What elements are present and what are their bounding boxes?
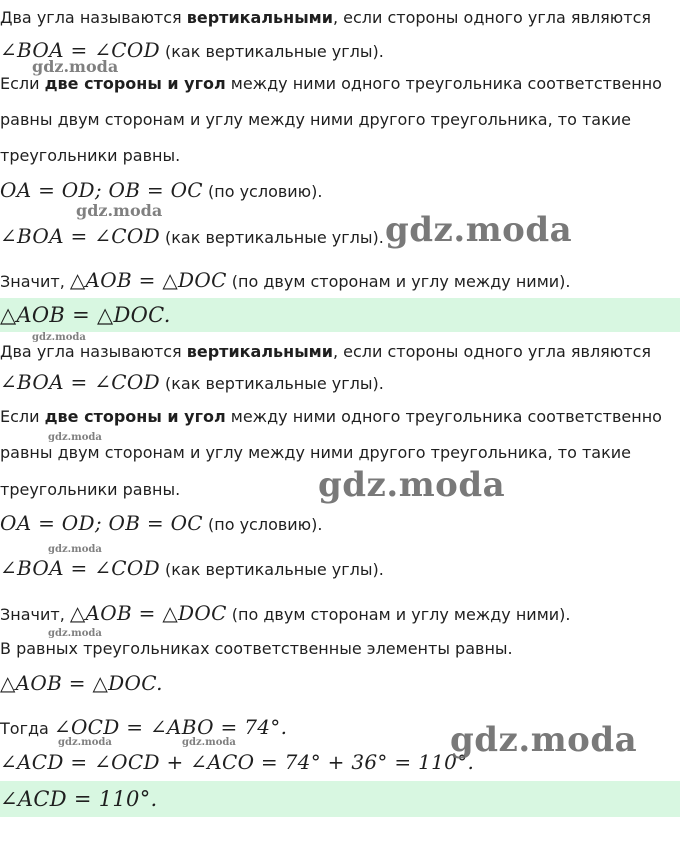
rule-line-2	[0, 110, 631, 130]
restate-line	[0, 673, 163, 695]
then-line	[0, 717, 287, 739]
rule-line-1	[0, 74, 662, 94]
conclusion-prefix: Значит,	[0, 272, 70, 291]
rule-text: Если	[0, 407, 45, 426]
definition-text-end: , если стороны одного угла являются	[332, 342, 652, 361]
side-equality: OA = OD; OB = OC	[0, 511, 203, 535]
equation-note: (по условию).	[202, 515, 323, 534]
definition-vertical-line	[0, 8, 651, 28]
elements-line	[0, 639, 513, 659]
equation-note: (как вертикальные углы).	[159, 228, 384, 247]
angle-equality: ∠OCD = ∠ABO = 74°.	[53, 715, 288, 739]
conclusion-prefix: Значит,	[0, 605, 70, 624]
sum-line	[0, 752, 474, 774]
watermark: gdz.moda	[58, 737, 112, 748]
equation-line	[0, 513, 322, 535]
definition-text-end: , если стороны одного угла являются	[332, 8, 652, 27]
rule-term: две стороны и угол	[44, 74, 226, 93]
answer-math: △AOB = △DOC.	[0, 303, 171, 327]
angle-equality: ∠BOA = ∠COD	[0, 370, 160, 394]
angle-sum: ∠ACD = ∠OCD + ∠ACO = 74° + 36° = 110°.	[0, 750, 475, 774]
watermark: gdz.moda	[48, 544, 102, 555]
rule-line-3	[0, 146, 180, 166]
watermark: gdz.moda	[76, 201, 163, 220]
answer-line	[0, 789, 157, 811]
equation-note: (как вертикальные углы).	[159, 42, 384, 61]
watermark: gdz.moda	[182, 737, 236, 748]
then-prefix: Тогда	[0, 719, 54, 738]
triangle-equality: △AOB = △DOC	[69, 601, 227, 625]
equation-line	[0, 226, 384, 248]
watermark: gdz.moda	[318, 465, 506, 505]
rule-text: равны двум сторонам и углу между ними другого треугольника, то такие	[0, 110, 631, 129]
definition-text: Два угла называются	[0, 8, 187, 27]
watermark: gdz.moda	[32, 332, 86, 343]
rule-text: равны двум сторонам и углу между ними другого треугольника, то такие	[0, 443, 631, 462]
answer-math: ∠ACD = 110°.	[0, 787, 158, 811]
rule-line-3	[0, 480, 180, 500]
equation-note: (по условию).	[202, 182, 323, 201]
triangle-equality: △AOB = △DOC.	[0, 671, 163, 695]
equation-line	[0, 558, 384, 580]
rule-term: две стороны и угол	[44, 407, 226, 426]
equation-note: (как вертикальные углы).	[159, 374, 384, 393]
rule-text-end: между ними одного треугольника соответственно	[225, 407, 662, 426]
watermark: gdz.moda	[450, 720, 638, 760]
triangle-equality: △AOB = △DOC	[69, 268, 227, 292]
angle-equality: ∠BOA = ∠COD	[0, 38, 160, 62]
equation-line	[0, 372, 384, 394]
equation-note: (как вертикальные углы).	[159, 560, 384, 579]
definition-term: вертикальными	[186, 8, 333, 27]
rule-line-2	[0, 443, 631, 463]
answer-line	[0, 305, 171, 327]
rule-line-1	[0, 407, 662, 427]
rule-text: треугольники равны.	[0, 146, 181, 165]
definition-text: Два угла называются	[0, 342, 187, 361]
definition-term: вертикальными	[186, 342, 333, 361]
angle-equality: ∠BOA = ∠COD	[0, 224, 160, 248]
watermark: gdz.moda	[48, 628, 102, 639]
angle-equality: ∠BOA = ∠COD	[0, 556, 160, 580]
equation-line	[0, 180, 322, 202]
definition-vertical-line	[0, 342, 651, 362]
elements-text: В равных треугольниках соответственные элементы равны.	[0, 639, 513, 658]
watermark: gdz.moda	[32, 57, 119, 76]
conclusion-note: (по двум сторонам и углу между ними).	[226, 605, 571, 624]
watermark: gdz.moda	[385, 210, 573, 250]
conclusion-line	[0, 603, 570, 625]
side-equality: OA = OD; OB = OC	[0, 178, 203, 202]
rule-text: Если	[0, 74, 45, 93]
rule-text: треугольники равны.	[0, 480, 181, 499]
conclusion-note: (по двум сторонам и углу между ними).	[226, 272, 571, 291]
conclusion-line	[0, 270, 570, 292]
rule-text-end: между ними одного треугольника соответственно	[225, 74, 662, 93]
watermark: gdz.moda	[48, 432, 102, 443]
